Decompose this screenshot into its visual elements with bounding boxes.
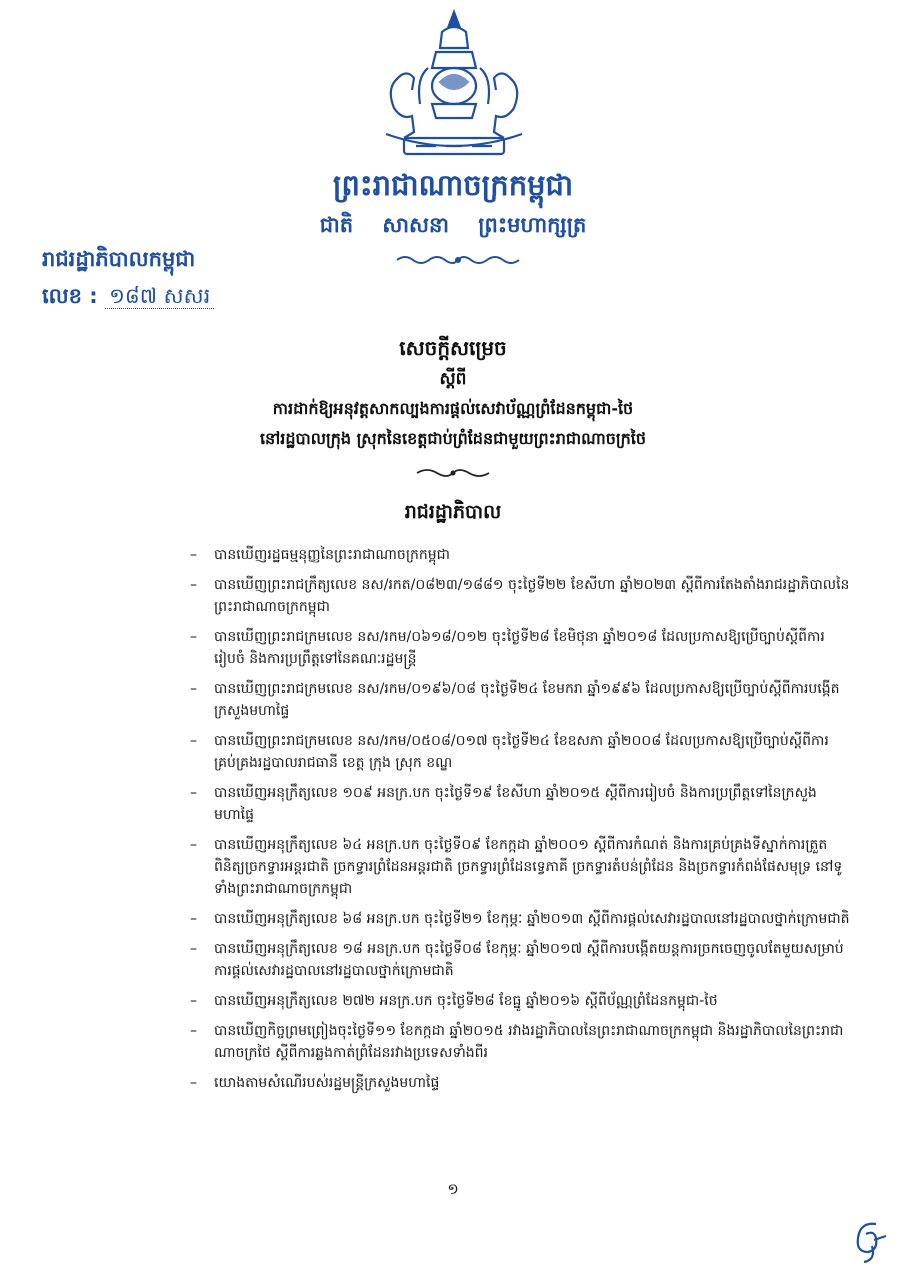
number-label: លេខ : [42,284,98,308]
document-type: សេចក្ដីសម្រេច [399,336,507,360]
number-value: ១៨៧ សសរ [105,284,214,309]
national-motto: ជាតិ សាសនា ព្រះមហាក្សត្រ [319,213,587,237]
list-item: – បានឃើញអនុក្រឹត្យលេខ ១៨ អនក្រ.បក ចុះថ្ងៃទី០៨ ខែកុម្ភៈ ឆ្នាំ២០១៧ ស្ដីពីការបង្កើតយន្តការច្រកចេញចូលតែមួយសម្រាប់ការផ្ដល់សេវារដ្ឋបាលនៅរដ្ឋបាលថ្នាក់ក្រោមជាតិ [190,938,850,982]
about-label: ស្ដីពី [439,369,467,389]
list-item: – បានឃើញកិច្ចព្រមព្រៀងចុះថ្ងៃទី១១ ខែកក្កដា ឆ្នាំ២០១៥ រវាងរដ្ឋាភិបាលនៃព្រះរាជាណាចក្រកម្ពុជា និងរដ្ឋាភិបាលនៃព្រះរាជាណាចក្រថៃ ស្ដីពីការឆ្លងកាត់ព្រំដែនរវាងប្រទេសទាំងពីរ [190,1020,850,1064]
list-item: – បានឃើញអនុក្រឹត្យលេខ ២៧២ អនក្រ.បក ចុះថ្ងៃទី២៨ ខែធ្នូ ឆ្នាំ២០១៦ ស្ដីពីប័ណ្ណព្រំដែនកម្ពុជា-ថៃ [190,990,850,1012]
government-heading: រាជរដ្ឋាភិបាល [404,501,502,523]
ornament-divider-icon [395,252,521,268]
list-item: – យោងតាមសំណើរបស់រដ្ឋមន្ត្រីក្រសួងមហាផ្ទៃ [190,1072,850,1094]
list-item: – បានឃើញអនុក្រឹត្យលេខ ៦៤ អនក្រ.បក ចុះថ្ងៃទី០៩ ខែកក្កដា ឆ្នាំ២០០១ ស្ដីពីការកំណត់ និងការគ្រប់គ្រងទីស្នាក់ការត្រួតពិនិត្យច្រកទ្វារអន្តរជាតិ ច្រកទ្វារព្រំដែនអន្តរជាតិ ច្រកទ្វារព្រំដែនទ្វេភាគី ច្រកទ្វារតំបន់ព្រំដែន និងច្រកទ្វារកំពង់ផែសមុទ្រ នៅទូទាំងព្រះរាជាណាចក្រកម្ពុជា [190,834,850,900]
recitals-list [190,544,850,1102]
list-item: – បានឃើញព្រះរាជក្រមលេខ នស/រកម/០៥០៨/០១៧ ចុះថ្ងៃទី២៤ ខែឧសភា ឆ្នាំ២០០៨ ដែលប្រកាសឱ្យប្រើច្បាប់ស្ដីពីការគ្រប់គ្រងរដ្ឋបាលរាជធានី ខេត្ត ក្រុង ស្រុក ខណ្ឌ [190,730,850,774]
document-number [42,283,214,314]
list-item: – បានឃើញព្រះរាជក្រមលេខ នស/រកម/០១៩៦/០៨ ចុះថ្ងៃទី២៤ ខែមករា ឆ្នាំ១៩៩៦ ដែលប្រកាសឱ្យប្រើច្បាប់ស្ដីពីការបង្កើតក្រសួងមហាផ្ទៃ [190,678,850,722]
subject-line-2: នៅរដ្ឋបាលក្រុង ស្រុកនៃខេត្តជាប់ព្រំដែនជាមួយព្រះរាជាណាចក្រថៃ [259,429,647,448]
small-ornament-icon [415,466,491,480]
issuing-authority: រាជរដ្ឋាភិបាលកម្ពុជា [42,247,196,271]
list-item: – បានឃើញរដ្ឋធម្មនុញ្ញនៃព្រះរាជាណាចក្រកម្ពុជា [190,544,850,566]
royal-coat-of-arms-icon [376,8,532,160]
list-item: – បានឃើញអនុក្រឹត្យលេខ ១០៩ អនក្រ.បក ចុះថ្ងៃទី១៩ ខែសីហា ឆ្នាំ២០១៥ ស្ដីពីការរៀបចំ និងការប្រព្រឹត្តទៅនៃក្រសួងមហាផ្ទៃ [190,782,850,826]
list-item: – បានឃើញព្រះរាជក្រមលេខ នស/រកម/០៦១៨/០១២ ចុះថ្ងៃទី២៨ ខែមិថុនា ឆ្នាំ២០១៨ ដែលប្រកាសឱ្យប្រើច្បាប់ស្ដីពីការរៀបចំ និងការប្រព្រឹត្តទៅនៃគណៈរដ្ឋមន្ត្រី [190,626,850,670]
list-item: – បានឃើញអនុក្រឹត្យលេខ ៦៨ អនក្រ.បក ចុះថ្ងៃទី២១ ខែកុម្ភៈ ឆ្នាំ២០១៣ ស្ដីពីការផ្ដល់សេវារដ្ឋបាលនៅរដ្ឋបាលថ្នាក់ក្រោមជាតិ [190,908,850,930]
page-number: ១ [447,1180,459,1198]
subject-line-1: ការដាក់ឱ្យអនុវត្តសាកល្បងការផ្តល់សេវាប័ណ្ណព្រំដែនកម្ពុជា-ថៃ [272,399,634,418]
list-item: – បានឃើញព្រះរាជក្រឹត្យលេខ នស/រកត/០៨២៣/១៨៨១ ចុះថ្ងៃទី២២ ខែសីហា ឆ្នាំ២០២៣ ស្ដីពីការតែងតាំងរាជរដ្ឋាភិបាលនៃព្រះរាជាណាចក្រកម្ពុជា [190,574,850,618]
handwritten-initial-icon [846,1216,890,1266]
kingdom-name: ព្រះរាជាណាចក្រកម្ពុជា [332,168,574,202]
